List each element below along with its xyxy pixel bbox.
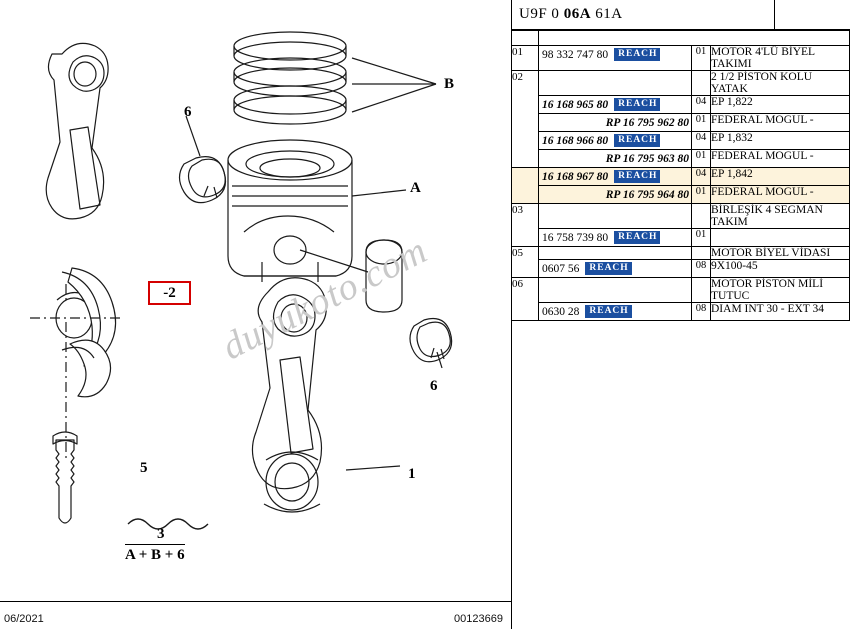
part-ref-line[interactable] — [539, 186, 691, 203]
part-number: 98 332 747 80 — [542, 48, 609, 61]
callout-label-6-bottom: 6 — [430, 378, 438, 394]
row-description: MOTOR PİSTON MİLİ TUTUC — [711, 278, 850, 303]
reach-badge: REACH — [614, 98, 660, 111]
part-ref-line[interactable] — [539, 260, 691, 277]
table-row[interactable] — [512, 229, 850, 247]
row-description: EP 1,832 — [711, 132, 850, 150]
footer-document-number: 00123669 — [454, 613, 503, 625]
table-spacer-row — [512, 31, 850, 46]
part-ref-line[interactable] — [539, 96, 691, 113]
part-ref-line[interactable] — [539, 46, 691, 63]
row-quantity: 08 — [692, 303, 711, 321]
table-row[interactable] — [512, 303, 850, 321]
part-number: 16 168 966 80 — [542, 134, 609, 147]
table-row[interactable] — [512, 132, 850, 150]
row-position: 03 — [512, 204, 539, 247]
table-row[interactable] — [512, 114, 850, 132]
table-row[interactable] — [512, 247, 850, 260]
table-row[interactable] — [512, 278, 850, 303]
reach-badge: REACH — [585, 262, 631, 275]
part-ref-line[interactable] — [539, 150, 691, 167]
row-quantity: 01 — [692, 229, 711, 247]
part-number-rp: RP 16 795 962 80 — [605, 116, 689, 129]
table-header — [511, 0, 850, 30]
row-position: 01 — [512, 46, 539, 71]
row-description — [711, 229, 850, 247]
part-number-rp: RP 16 795 964 80 — [605, 188, 689, 201]
part-number: 0607 56 — [542, 262, 580, 275]
header-divider — [774, 0, 775, 30]
watermark: duyukoto.com — [215, 229, 435, 369]
header-code-bold: 06A — [563, 6, 592, 22]
callout-label-6-top: 6 — [184, 104, 192, 120]
row-description: EP 1,822 — [711, 96, 850, 114]
header-code-suffix: 61A — [591, 6, 623, 22]
row-description: EP 1,842 — [711, 168, 850, 186]
row-quantity: 01 — [692, 114, 711, 132]
footer-date: 06/2021 — [4, 613, 44, 625]
table-row[interactable] — [512, 204, 850, 229]
table-row[interactable] — [512, 71, 850, 96]
row-description: 2 1/2 PİSTON KOLU YATAK — [711, 71, 850, 96]
callout-sum-formula: A + B + 6 — [125, 544, 185, 564]
callout-label-2: -2 — [163, 285, 176, 301]
part-ref-line[interactable] — [539, 303, 691, 320]
row-quantity: 08 — [692, 260, 711, 278]
part-number: 16 168 965 80 — [542, 98, 609, 111]
reach-badge: REACH — [614, 48, 660, 61]
header-code-prefix: U9F 0 — [519, 6, 564, 22]
reach-badge: REACH — [614, 134, 660, 147]
row-description: 9X100-45 — [711, 260, 850, 278]
part-ref-line[interactable] — [539, 229, 691, 246]
footer-divider — [0, 601, 511, 629]
part-ref-line[interactable] — [539, 132, 691, 149]
row-quantity: 04 — [692, 96, 711, 114]
callout-label-3: 3 — [157, 526, 165, 542]
callout-label-1: 1 — [408, 466, 416, 482]
row-quantity: 04 — [692, 168, 711, 186]
row-quantity: 01 — [692, 46, 711, 71]
parts-table — [511, 30, 850, 321]
table-row[interactable] — [512, 46, 850, 71]
row-quantity: 01 — [692, 186, 711, 204]
highlight-box-item-2 — [148, 281, 191, 305]
table-row[interactable] — [512, 260, 850, 278]
callout-label-b: B — [444, 76, 455, 92]
reach-badge: REACH — [614, 170, 660, 183]
reach-badge: REACH — [585, 305, 631, 318]
row-description: FEDERAL MOGUL - — [711, 114, 850, 132]
reach-badge: REACH — [614, 231, 660, 244]
row-quantity: 04 — [692, 132, 711, 150]
part-number: 16 758 739 80 — [542, 231, 609, 244]
row-description: MOTOR 4'LÜ BİYEL TAKIMI — [711, 46, 850, 71]
part-number: 0630 28 — [542, 305, 580, 318]
row-description: MOTOR BİYEL VİDASI — [711, 247, 850, 260]
row-position: 05 — [512, 247, 539, 278]
part-number: 16 168 967 80 — [542, 170, 609, 183]
row-position: 02 — [512, 71, 539, 168]
row-description: FEDERAL MOGUL - — [711, 186, 850, 204]
table-row-highlighted[interactable] — [512, 186, 850, 204]
header-code — [519, 6, 623, 23]
table-row[interactable] — [512, 150, 850, 168]
part-ref-line[interactable] — [539, 168, 691, 185]
callout-label-5: 5 — [140, 460, 148, 476]
table-row-highlighted[interactable] — [512, 168, 850, 186]
part-ref-line[interactable] — [539, 114, 691, 131]
part-number-rp: RP 16 795 963 80 — [605, 152, 689, 165]
row-description: BİRLEŞİK 4 SEGMAN TAKIM — [711, 204, 850, 229]
callout-label-a: A — [410, 180, 421, 196]
row-description: DIAM INT 30 - EXT 34 — [711, 303, 850, 321]
row-position: 06 — [512, 278, 539, 321]
row-description: FEDERAL MOGUL - — [711, 150, 850, 168]
parts-table-panel — [511, 0, 850, 629]
row-quantity: 01 — [692, 150, 711, 168]
table-row[interactable] — [512, 96, 850, 114]
row-position — [512, 168, 539, 204]
